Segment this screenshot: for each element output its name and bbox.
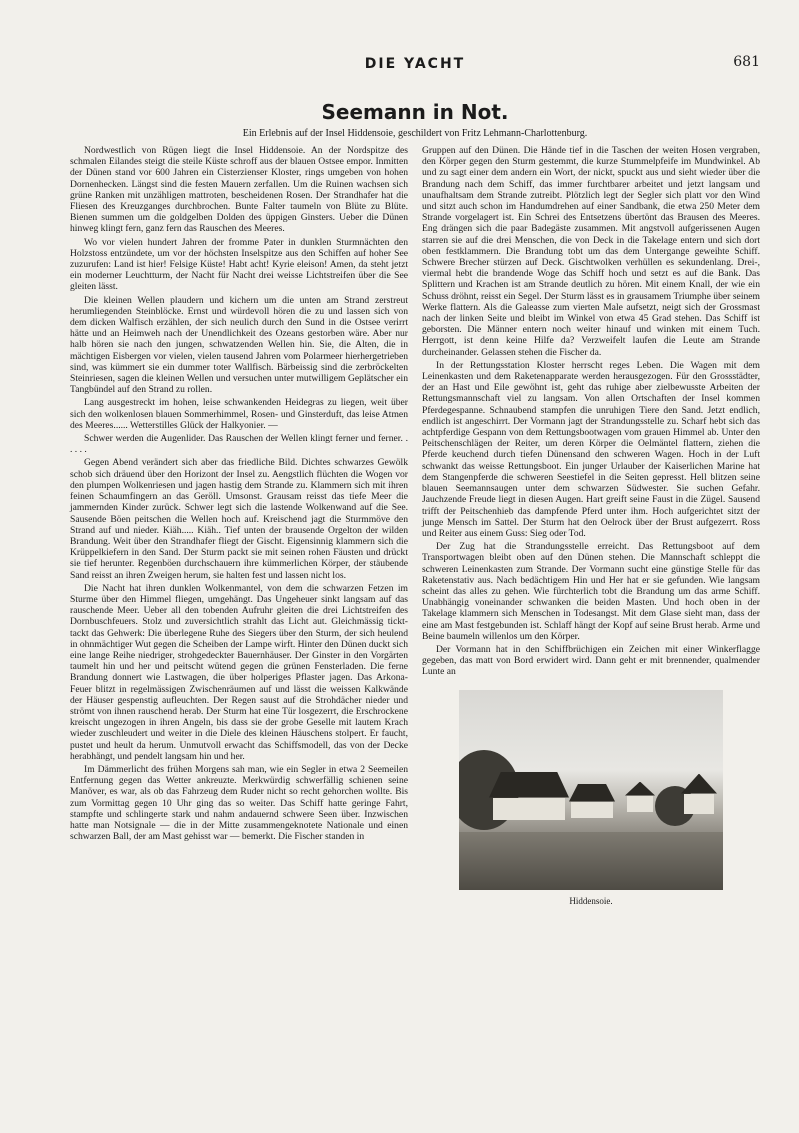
paragraph: In der Rettungsstation Kloster herrscht reges Leben. Die Wagen mit dem Leinenkasten und dem Raketenapparate werden herausgezogen. Für den Grossstädter, der an Hast und Eile gewöhnt ist, geht das ruhige aber zielbewusste Arbeiten der Rettungsmannschaft viel zu langsam. Von allen Ortschaften der Insel kommen Pferdegespanne. Schnaubend stampfen die unruhigen Tiere den Sand. Jetzt endlich, endlich ist angeschirrt. Der Vormann jagt der Strandungsstelle zu. Scharf hebt sich das achtpferdige Gespann von dem Rettungsbootwagen vom grauen Himmel ab. Unter den Peitschenschlägen der Reiter, um deren Körper die Oelmäntel flattern, ziehen die Pferde keuchend durch tiefen Dünensand den schweren Wagen. Hoch in der Luft schwankt das weisse Rettungsboot. Ein junger Urlauber der Kaiserlichen Marine hat dem Stangenpferde die schweren Seestiefel in die Seiten gepresst. Hell blitzen seine blauen Seemannsaugen unter dem schwarzen Südwester. Sie suchen Gefahr. Jauchzende Freude liegt in diesen Augen. Hart greift seine Faust in die Zügel. Sausend trifft der Peitschenhieb das dampfende Pferd unter ihm. Hoch aufgerichtet sitzt der junge Mensch im Sattel. Der Sturm hat den Oelrock über der Brust aufgezerrt. Ross und Reiter aus einem Guss: Sieg oder Tod.: [422, 359, 760, 539]
paragraph: Die kleinen Wellen plaudern und kichern um die unten am Strand zerstreut herumliegenden Steinblöcke. Ernst und würdevoll hören die zu und lassen sich von dem dicken Walfisch erzählen, der sich neulich durch den Sund in die Ostsee verirrt hätte und an Heimweh nach der Unendlichkeit des Ozeans gestorben wäre. Aber nur halb hören sie nach den jungen, schwatzenden Wellen hin. Sie, die Alten, die in mächtigen Eisbergen vor vielen, vielen tausend Jahren vom Polarmeer hierhergetrieben sind, was kümmert sie ein dummer toter Wallfisch. Bärbeissig sind die zerbröckelten Steinriesen, sagen die kleinen Wellen und versuchen unter mutwilligem Geplätscher ein Tangbündel auf den Strand zu rollen.: [70, 294, 408, 396]
paragraph: Gruppen auf den Dünen. Die Hände tief in die Taschen der weiten Hosen vergraben, den Körper gegen den Sturm gestemmt, die kurze Stummelpfeife im Mundwinkel. Ab und zu sagt einer dem andern ein Wort, der nickt, spuckt aus und sieht wieder über die Brandung nach dem Schiff, das immer furchtbarer arbeitet und jetzt langsam und unaufhaltsam dem Strande zutreibt. Plötzlich legt der Segler sich platt vor den Wind und sitzt auch schon im Handumdrehen auf einer Sandbank, die etwa 250 Meter dem Strande vorgelagert ist. Ein Schrei des Entsetzens übertönt das Brausen des Meeres. Eng drängen sich die paar Badegäste zusammen. Mit angstvoll aufgerissenen Augen starren sie auf die drei Menschen, die von Deck in die Takelage entern und sich dort oben festklammern. Die Brandung tobt um das dem Untergange geweihte Schiff. Schwere Brecher stürzen auf Deck. Gischtwolken verhüllen es sekundenlang. Drei-, viermal hebt die brandende Woge das Schiff hoch und setzt es auf die Bank. Das Splittern und Krachen ist am Strande deutlich zu hören. Mit einem Knall, der wie ein Schuss dröhnt, reisst ein Segel. Der Sturm lässt es in grausamem Triumphe über seinem Werke flattern. Als die Galeasse zum vierten Male aufsetzt, neigt sich der Grossmast nach der linken Seite und bleibt im Winkel von etwa 45 Grad stehen. Das Schiff ist geborsten. Die Männer entern noch weiter hinauf und winken mit einem Tuch. Herrgott, ist denn keine Hilfe da? Verzweifelt laufen die Leute am Strande durcheinander. Gelassen stehen die Fischer da.: [422, 145, 760, 358]
paragraph: Nordwestlich von Rügen liegt die Insel Hiddensoie. An der Nordspitze des schmalen Eilandes steigt die steile Küste schroff aus der blauen Ostsee empor. Inmitten der Dünen stand vor 600 Jahren ein Cisterzienser Kloster, rings umgeben von hohen Dornenhecken. Längst sind die festen Mauern zerfallen. Um die Ruinen wachsen sich grüne Ranken mit unzähligen mattroten, bescheidenen Rosen. Der Strandhafer hat die Fliesen des Kreuzganges durchbrochen. Bunte Falter taumeln von Blüte zu Blüte. Bienen summen um die goldgelben Dolden des üppigen Ginsters. Ueber die Dünen hinweg klingt fern, ganz fern das Rauschen des Meeres.: [70, 145, 408, 235]
paragraph: Gegen Abend verändert sich aber das friedliche Bild. Dichtes schwarzes Gewölk schob sich dräuend über den Horizont der Insel zu. Aengstlich flüchten die Wogen vor den plumpen Wolkenriesen und jagen hastig dem Strande zu. Klammern sich mit ihren feinen Schaumfingern an das Geröll. Umsonst. Grausam reisst das tiefe Meer die jammernden Kinder zurück. Schwer legt sich die lastende Wolkenwand auf die See. Sausende Böen peitschen die Wellen hoch auf. Kreischend jagt die Sturmmöve den Strand auf und nieder. Kiäh..... Kiäh.. Tief unten der brausende Orgelton der wilden Brandung. Weit über den Strandhafer fliegt der Gischt. Eigensinnig klammern sich die Krüppelkiefern in den Sand. Der Sturm packt sie mit seinen rohen Fäusten und drückt sie tief herunter. Regenböen durchschauern ihre kümmerlichen Körper, der stäubende Sand reisst an ihren Zweigen herum, sie halten fest und lassen nicht los.: [70, 457, 408, 581]
paragraph: Der Zug hat die Strandungsstelle erreicht. Das Rettungsboot auf dem Transportwagen bleibt oben auf den Dünen stehen. Die Mannschaft schleppt die schweren Leinenkasten zum Strande. Der Vormann sucht eine günstige Stelle für das Raketenstativ aus. Nach bedächtigem Hin und Her hat er sie gefunden. Wie langsam scheint das alles zu gehen. Wie fürchterlich tobt die Brandung um das arme Schiff. Unabhängig voneinander schwanken die beiden Masten. Und hoch oben in der Takelage klammern sich Menschen in Todesangst. Mit dem Glase sieht man, dass der eine am Mast festgebunden ist. Schlaff hängt der Kopf auf seine Brust herab. Arme und Beine baumeln willenlos um den Körper.: [422, 541, 760, 642]
article-title: Seemann in Not.: [321, 100, 509, 124]
paragraph: Im Dämmerlicht des frühen Morgens sah man, wie ein Segler in etwa 2 Seemeilen Entfernung gegen das Wetter ankreuzte. Merkwürdig schwerfällig schienen seine Manöver, es war, als ob das Fahrzeug dem Ruder nicht so recht gehorchen wollte. Bis zum Vormittag gegen 10 Uhr ging das so weiter. Das Schiff hatte geringe Fahrt, stampfte und schlingerte stark und nahm andauernd schwere Seen über. Inzwischen hatte man Notsignale — die in der Mitte zusammengeknotete Nationale und einen schwarzen Ball, der am Mast gehisst war — bemerkt. Die Fischer standen in: [70, 763, 408, 843]
paragraph: Wo vor vielen hundert Jahren der fromme Pater in dunklen Sturmnächten den Holzstoss entzündete, um vor der höchsten Inselspitze aus den Schiffen auf hoher See zuzurufen: Land ist hier! Felsige Küste! Habt acht! Kyrie eleison! Amen, da steht jetzt ein moderner Leuchtturm, der Nacht für Nacht drei weisse Lichtstreifen über die See gleiten lässt.: [70, 236, 408, 293]
paragraph: Der Vormann hat in den Schiffbrüchigen ein Zeichen mit einer Winkerflagge gegeben, das matt von Bord erwidert wird. Dann geht er mit brennender, qualmender Lunte an: [422, 643, 760, 678]
paragraph: Lang ausgestreckt im hohen, leise schwankenden Heidegras zu liegen, weit über sich den wolkenlosen blauen Sommerhimmel, Rosen- und Ginsterduft, das leise Atmen des Meeres...... Wetterstilles Glück der Halkyonier. —: [70, 397, 408, 431]
right-column: [422, 145, 760, 907]
figure-caption: Hiddensoie.: [569, 895, 613, 906]
photo-figure: [459, 690, 723, 907]
article-subtitle: Ein Erlebnis auf der Insel Hiddensoie, geschildert von Fritz Lehmann-Charlottenburg.: [242, 128, 588, 139]
article-body: [70, 145, 760, 907]
paragraph: Die Nacht hat ihren dunklen Wolkenmantel, von dem die schwarzen Fetzen im Sturme über den Himmel fliegen, umgehängt. Das Ungeheuer sinkt langsam auf das rauschende Meer. Ueber all den tobenden Aufruhr gleiten die drei Lichtstreifen des Dornbuschfeuers. Stolz und zuversichtlich strahlt das Licht aut. Gleichmässig tickt-tackt das Gehwerk: Die überlegene Ruhe des Siegers über den Sturm, der sich heulend in ohnmächtiger Wut gegen die Scheiben der Lampe wirft. Hinter den Dünen duckt sich eine lange Reihe niedriger, strohgedeckter Bauernhäuser. Der Ginster in den Vorgärten taumelt hin und her und peitscht wütend gegen die grünen Fensterladen. Die ferne Brandung donnert wie Lastwagen, die über holperiges Pflaster jagen. Das Arkona-Feuer blitzt in regelmässigen Zwischenräumen auf und lässt die weissen Kalkwände der Häuser gespenstig aufleuchten. Der Regen saust auf die Strohdächer nieder und strömt von ihnen rauschend herab. Der Sturm hat eine Tür losgezerrt, die Erschrockene kreischt ungezogen in ihren Angeln, bis dass sie der grobe Geselle mit lautem Krach wieder zuschleudert und weiter in die Diele des kleinen Häuschens stolpert. Er faucht, pustet und heult da herum. Unmutvoll erwacht das Schiffsmodell, das von der Decke herabhängt, und pendelt langsam hin und her.: [70, 582, 408, 762]
left-column: [70, 145, 408, 907]
page-header: [70, 52, 760, 78]
running-head: DIE YACHT: [364, 56, 466, 72]
paragraph: Schwer werden die Augenlider. Das Rauschen der Wellen klingt ferner und ferner. . . . . .: [70, 433, 408, 456]
page-number: 681: [733, 54, 760, 70]
journal-page: [70, 52, 760, 1112]
village-photo: [459, 690, 723, 890]
